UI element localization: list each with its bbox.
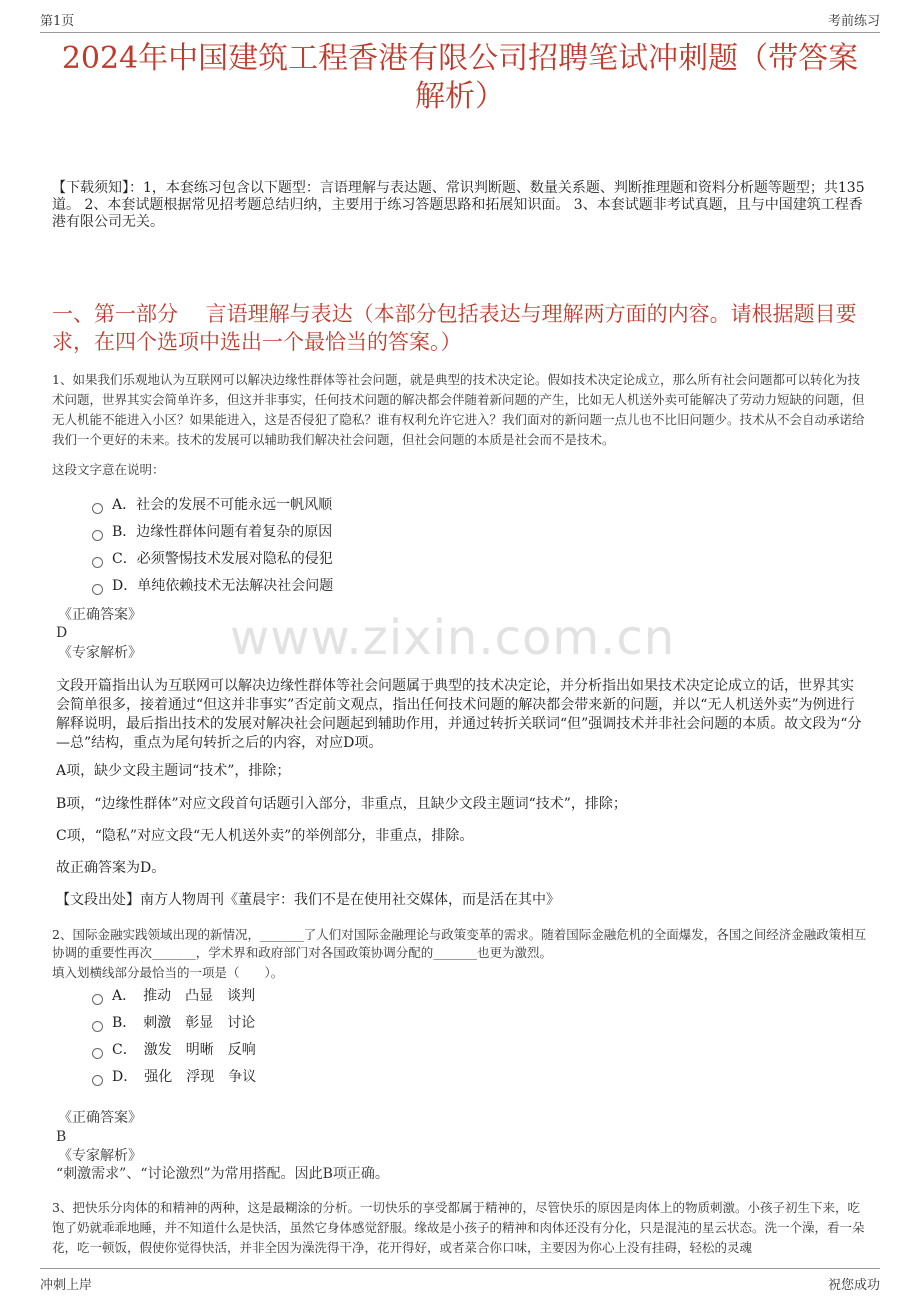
analysis-paragraph: 文段开篇指出认为互联网可以解决边缘性群体等社会问题属于典型的技术决定论，并分析指出如果技术决定论成立的话，世界其实会简单很多，接着通过“但这并非事实”否定前文观点，指出任何技术问题的解决都会带来新的问题，并以“无人机送外卖”为例进行解释说明，最后指出技术的发展对解决社会问题起到辅助作用，并通过转折关联词“但”强调技术并非社会问题的本质。故文段为“分—总”结构，重点为尾句转折之后的内容，对应D项。 (56, 678, 862, 751)
page-number: 第1页 (40, 14, 75, 29)
question-3-stem: 3、把快乐分肉体的和精神的两种，这是最糊涂的分析。一切快乐的享受都属于精神的，尽管快乐的原因是肉体上的物质刺激。小孩子初生下来，吃饱了奶就乖乖地睡，并不知道什么是快活，虽然它身体感觉舒服。缘故是小孩子的精神和肉体还没有分化，只是混沌的星云状态。洗一个澡，看一朵花，吃一顿饭，假使你觉得快活，并非全因为澡洗得干净，花开得好，或者菜合你口味，主要因为你心上没有挂碍，轻松的灵魂 (52, 1200, 865, 1255)
radio-icon[interactable] (92, 1048, 103, 1059)
radio-icon[interactable] (92, 503, 103, 514)
question-1-option-a[interactable]: A．社会的发展不可能永远一帆风顺 (92, 494, 332, 516)
watermark: www.zixin.com.cn (230, 610, 676, 666)
header-tag: 考前练习 (827, 14, 880, 29)
analysis-option-b: B项，“边缘性群体”对应文段首句话题引入部分，非重点，且缺少文段主题词“技术”，排除； (56, 796, 627, 812)
answer-label: 《正确答案》 (58, 1110, 142, 1126)
question-1-option-d[interactable]: D．单纯依赖技术无法解决社会问题 (92, 575, 333, 597)
footer-right: 祝您成功 (827, 1278, 880, 1293)
question-2-ask: 填入划横线部分最恰当的一项是（ ）。 (52, 965, 284, 980)
question-2-option-a[interactable]: A． 推动 凸显 谈判 (92, 985, 255, 1007)
answer-value: B (56, 1129, 67, 1145)
section-title: 一、第一部分 言语理解与表达（本部分包括表达与理解两方面的内容。请根据题目要求，在四个选项中选出一个最恰当的答案。） (52, 302, 857, 354)
document-title: 2024年中国建筑工程香港有限公司招聘笔试冲刺题（带答案解析） (61, 41, 859, 114)
question-2-option-b[interactable]: B． 刺激 彰显 讨论 (92, 1012, 255, 1034)
radio-icon[interactable] (92, 994, 103, 1005)
download-notice: 【下载须知】：1，本套练习包含以下题型：言语理解与表达题、常识判断题、数量关系题、判断推理题和资料分析题等题型；共135道。 2、本套试题根据常见招考题总结归纳，主要用于练习答题思路和拓展知识面。 3、本套试题非考试真题，且与中国建筑工程香港有限公司无关。 (52, 180, 865, 230)
radio-icon[interactable] (92, 557, 103, 568)
question-2-stem: 2、国际金融实践领域出现的新情况，_______了人们对国际金融理论与政策变革的需求。随着国际金融危机的全面爆发，各国之间经济金融政策相互协调的重要性再次_______，学术界和政府部门对各国政策协调分配的_______也更为激烈。 (52, 927, 867, 960)
question-1-ask: 这段文字意在说明： (52, 462, 165, 477)
radio-icon[interactable] (92, 1021, 103, 1032)
analysis-option-c: C项，“隐私”对应文段“无人机送外卖”的举例部分，非重点，排除。 (56, 828, 474, 844)
analysis-label: 《专家解析》 (58, 1148, 142, 1164)
answer-value: D (56, 625, 68, 641)
question-2-option-c[interactable]: C． 激发 明晰 反响 (92, 1039, 256, 1061)
radio-icon[interactable] (92, 530, 103, 541)
question-2-option-d[interactable]: D． 强化 浮现 争议 (92, 1066, 256, 1088)
source-citation: 【文段出处】南方人物周刊《董晨宇：我们不是在使用社交媒体，而是活在其中》 (56, 892, 560, 908)
page-header (40, 10, 880, 33)
question-1-option-b[interactable]: B．边缘性群体问题有着复杂的原因 (92, 521, 332, 543)
analysis-option-a: A项，缺少文段主题词“技术”，排除； (56, 763, 291, 779)
analysis-text: “刺激需求”、“讨论激烈”为常用搭配。因此B项正确。 (56, 1166, 389, 1182)
analysis-conclusion: 故正确答案为D。 (56, 860, 166, 876)
footer-left: 冲刺上岸 (40, 1278, 93, 1293)
radio-icon[interactable] (92, 584, 103, 595)
question-1-option-c[interactable]: C．必须警惕技术发展对隐私的侵犯 (92, 548, 333, 570)
page-footer (40, 1268, 880, 1293)
radio-icon[interactable] (92, 1075, 103, 1086)
answer-label: 《正确答案》 (58, 607, 142, 623)
analysis-label: 《专家解析》 (58, 645, 142, 661)
question-1-stem: 1、如果我们乐观地认为互联网可以解决边缘性群体等社会问题，就是典型的技术决定论。假如技术决定论成立，那么所有社会问题都可以转化为技术问题，世界其实会简单许多，但这并非事实，任何技术问题的解决都会伴随着新问题的产生，比如无人机送外卖可能解决了劳动力短缺的问题，但无人机能不能进入小区？如果能进入，这是否侵犯了隐私？谁有权利允许它进入？我们面对的新问题一点儿也不比旧问题少。技术从不会自动承诺给我们一个更好的未来。技术的发展可以辅助我们解决社会问题，但社会问题的本质是社会而不是技术。 (52, 372, 865, 447)
